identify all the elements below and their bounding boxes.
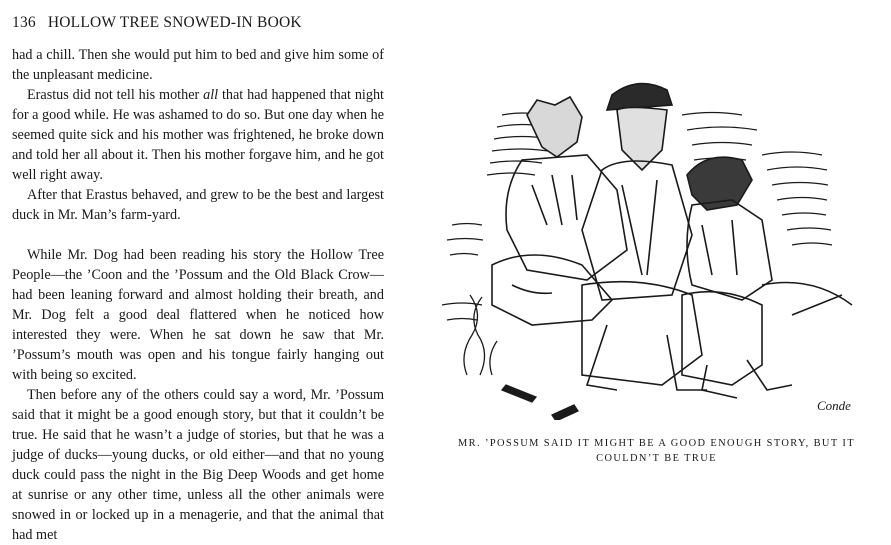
paragraph-2-start: Erastus did not tell his mother — [27, 87, 204, 103]
right-page — [420, 0, 891, 534]
page-number: 136 — [12, 14, 36, 31]
paragraph-3: After that Erastus behaved, and grew to be the best and largest duck in Mr. Man’s farm-yard. — [12, 187, 384, 223]
caption-line-2: COULDN’T BE TRUE — [596, 453, 717, 464]
paragraph-1: had a chill. Then she would put him to bed and give him some of the unpleasant medicine. — [12, 47, 384, 83]
page-header — [12, 14, 382, 32]
caption-line-1: MR. ’POSSUM SAID IT MIGHT BE A GOOD ENOUGH STORY, BUT IT — [458, 438, 855, 449]
running-title: HOLLOW TREE SNOWED-IN BOOK — [47, 14, 302, 31]
illustration — [432, 75, 872, 420]
caption — [434, 436, 879, 466]
paragraph-2-end: that had happened that night for a good while. He was ashamed to do so. But one day when he seemed quite sick and his mother was frightened, he broke down and told her all about it. Then his mother forgave him, and he got well right away. — [12, 87, 384, 183]
left-page — [0, 0, 400, 543]
paragraph-4: While Mr. Dog had been reading his story the Hollow Tree People—the ’Coon and the ’Possum and the Old Black Crow—had been leaning forward and almost holding their breath, and Mr. Dog felt a good deal flattered when he noticed how interested they were. When he sat down he saw that Mr. ’Possum’s mouth was open and his tongue fairly hanging out with being so excited. — [12, 247, 384, 383]
pipes-and-smoke — [464, 295, 578, 420]
emphasis-all: all — [203, 87, 219, 103]
possum-figure — [682, 157, 852, 398]
body-text — [12, 45, 384, 545]
artist-signature: Conde — [817, 398, 851, 413]
dog-figure — [492, 97, 627, 325]
paragraph-2 — [12, 85, 384, 185]
paragraph-5: Then before any of the others could say a word, Mr. ’Possum said that it might be a good enough story, but that it couldn’t be true. He said that he wasn’t a judge of stories, but that he was a judge of ducks—young ducks, or old either—and that no young duck could pass the night in the Big Deep Woods and get home at sunrise or any other time, unless all the other animals were snowed in or locked up in a menagerie, and that the animal that had met — [12, 387, 384, 543]
